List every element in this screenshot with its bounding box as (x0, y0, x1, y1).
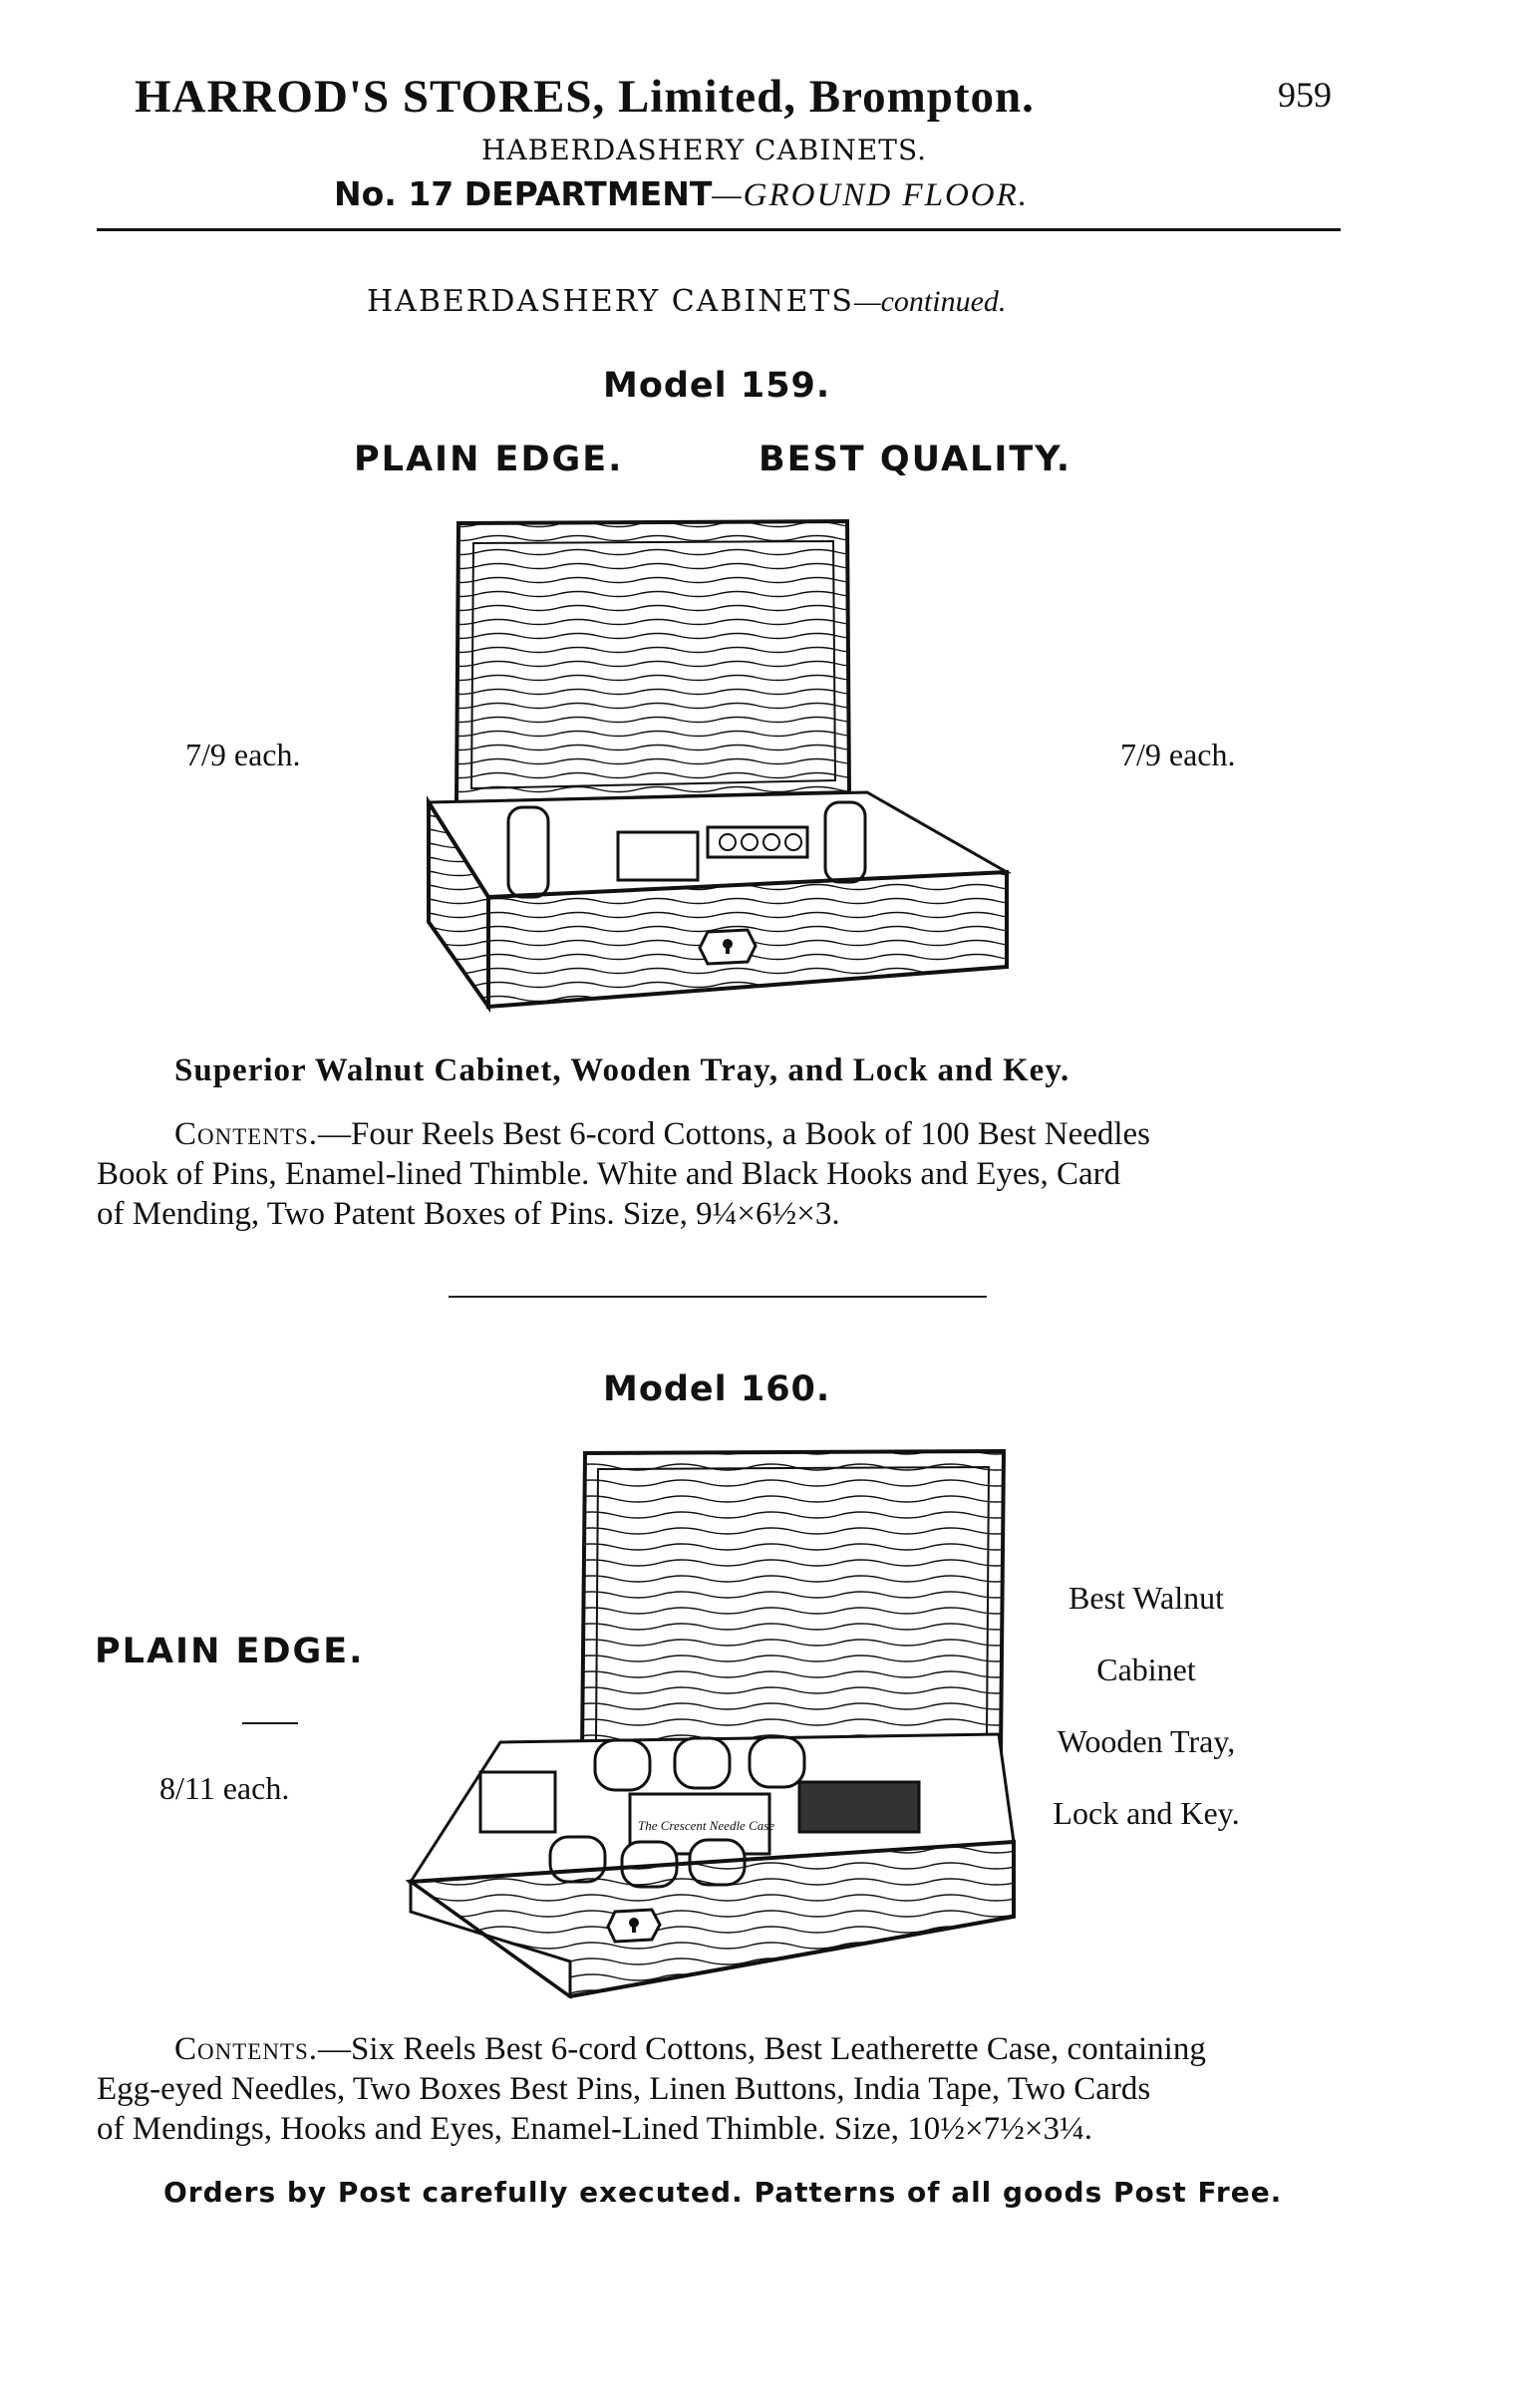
model-159-price-left: 7/9 each. (185, 737, 301, 772)
contents-line: —Six Reels Best 6-cord Cottons, Best Leatherette Case, containing (318, 2031, 1206, 2067)
continued-heading (367, 284, 1006, 319)
model-160-edge: PLAIN EDGE. (95, 1632, 365, 1671)
model-160-side-line: Best Walnut (1068, 1580, 1224, 1616)
model-160-side-line: Wooden Tray, (1057, 1723, 1236, 1759)
section-title: HABERDASHERY CABINETS. (481, 134, 928, 166)
model-160-cabinet-illustration (391, 1443, 1039, 2001)
model-159-price-right: 7/9 each. (1120, 737, 1236, 772)
model-160-title: Model 160. (603, 1369, 831, 1409)
dept-label: DEPARTMENT (463, 174, 713, 213)
page-number: 959 (1278, 75, 1332, 115)
continued-title: HABERDASHERY CABINETS (367, 284, 854, 319)
contents-line: Book of Pins, Enamel-lined Thimble. White and Black Hooks and Eyes, Card (97, 1156, 1121, 1192)
section-divider (449, 1296, 987, 1298)
dept-number: No. 17 (334, 174, 455, 213)
model-159-title: Model 159. (603, 366, 831, 406)
contents-label: Contents. (174, 2031, 319, 2067)
model-159-quality: BEST QUALITY. (759, 440, 1072, 479)
model-160-side-line: Cabinet (1096, 1652, 1196, 1687)
contents-line: Egg-eyed Needles, Two Boxes Best Pins, Linen Buttons, India Tape, Two Cards (97, 2071, 1151, 2107)
model-160-dash (242, 1722, 298, 1724)
model-159-edge: PLAIN EDGE. (354, 440, 624, 479)
model-159-contents (97, 1114, 1343, 1234)
model-160-price: 8/11 each. (159, 1770, 290, 1806)
store-name: HARROD'S STORES, Limited, Brompton. (135, 71, 1035, 123)
continued-suffix: —continued. (853, 285, 1007, 318)
model-160-side-line: Lock and Key. (1053, 1795, 1240, 1831)
contents-label: Contents. (174, 1116, 319, 1152)
model-160-contents (97, 2029, 1343, 2149)
model-159-cabinet-illustration (399, 503, 1037, 1022)
department-line (334, 174, 1029, 214)
contents-line: of Mendings, Hooks and Eyes, Enamel-Lined Thimble. Size, 10½×7½×3¼. (97, 2111, 1092, 2147)
dept-floor: —GROUND FLOOR. (712, 177, 1030, 213)
footer-note: Orders by Post carefully executed. Patterns of all goods Post Free. (163, 2176, 1283, 2209)
header-rule (97, 228, 1341, 231)
contents-line: —Four Reels Best 6-cord Cottons, a Book of 100 Best Needles (318, 1116, 1151, 1152)
model-159-description: Superior Walnut Cabinet, Wooden Tray, and Lock and Key. (174, 1053, 1070, 1088)
contents-line: of Mending, Two Patent Boxes of Pins. Size, 9¼×6½×3. (97, 1196, 840, 1232)
crescent-case-label: The Crescent Needle Case (638, 1818, 775, 1833)
